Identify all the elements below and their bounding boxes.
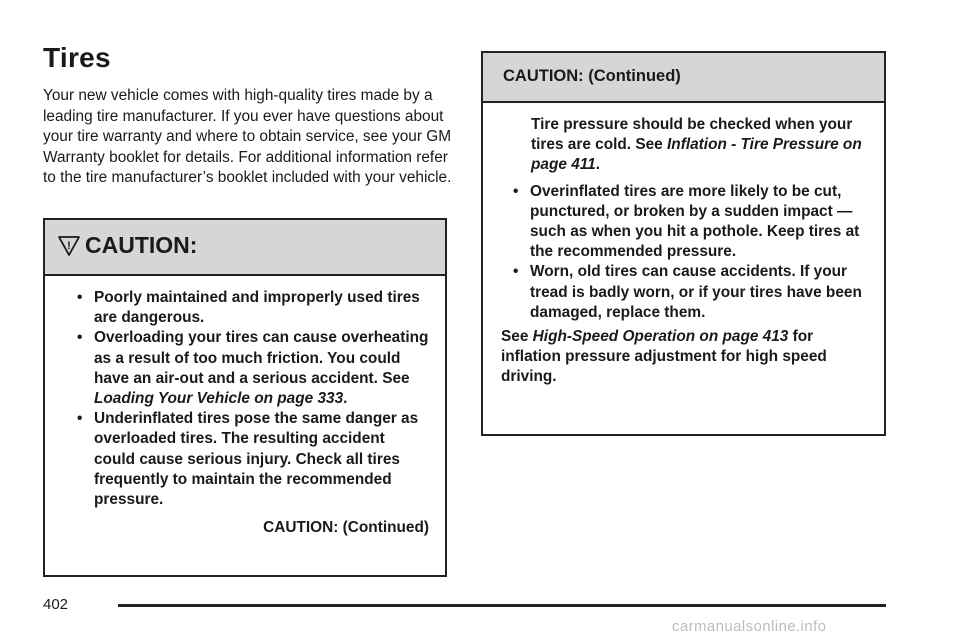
list-item: • Underinflated tires pose the same danger as overloaded tires. The resulting accident could cause serious injury. Check all tires frequently to maintain the recommended pressure. xyxy=(77,410,419,509)
bullet-text: Worn, old tires can cause accidents. If your tread is badly worn, or if your tires have been damaged, replace them. xyxy=(530,263,862,321)
see-paragraph xyxy=(501,327,868,388)
caution-box-right xyxy=(481,51,886,436)
bullet-text: Overloading your tires can cause overheating as a result of too much friction. You could have an air-out and a serious accident. See xyxy=(94,329,429,387)
svg-text:!: ! xyxy=(67,239,71,252)
list-item: • Overinflated tires are more likely to be cut, punctured, or broken by a sudden impact — such as when you hit a pothole. Keep tires at the recommended pressure. xyxy=(513,182,860,261)
continuation-end: . xyxy=(595,156,601,174)
caution-box-left xyxy=(43,218,447,577)
cross-reference-link[interactable]: High-Speed Operation on page 413 xyxy=(532,328,789,346)
bullet-text: Overinflated tires are more likely to be cut, punctured, or broken by a sudden impact — such as when you hit a pothole. Keep tires at the recommended pressure. xyxy=(530,182,860,261)
cross-reference-link[interactable]: Inflation - Tire Pressure on page 411 xyxy=(531,136,862,174)
see-text: for inflation pressure adjustment for high speed driving. xyxy=(501,328,827,386)
caution-continued-header xyxy=(483,53,884,103)
cross-reference-link[interactable]: Loading Your Vehicle on page 333 xyxy=(94,390,344,408)
intro-paragraph: Your new vehicle comes with high-quality tires made by a leading tire manufacturer. If you ever have questions about your tire warranty and where to obtain service, see your GM Warranty booklet for details. For additional information refer to the tire manufacturer’s booklet included with your vehicle. xyxy=(43,87,452,187)
warning-triangle-icon xyxy=(57,234,81,258)
bullet-text-end: . xyxy=(343,390,348,408)
continuation-paragraph xyxy=(501,115,868,176)
page-number: 402 xyxy=(43,596,69,613)
page-title: Tires xyxy=(43,42,111,73)
continuation-text: Tire pressure should be checked when your tires are cold. See xyxy=(531,116,853,154)
caution-continued-heading: CAUTION: (Continued) xyxy=(503,67,681,85)
list-item: • Overloading your tires can cause overheating as a result of too much friction. You could have an air-out and a serious accident. See Loading Your Vehicle on page 333. xyxy=(77,329,429,408)
continued-label: CAUTION: (Continued) xyxy=(263,519,429,537)
footer-rule xyxy=(118,604,886,607)
bullet-text: Poorly maintained and improperly used tires are dangerous. xyxy=(94,289,420,327)
bullet-text: Underinflated tires pose the same danger as overloaded tires. The resulting accident could cause serious injury. Check all tires frequently to maintain the recommended pressure. xyxy=(94,410,419,509)
list-item: • Worn, old tires can cause accidents. If your tread is badly worn, or if your tires have been damaged, replace them. xyxy=(513,263,862,321)
caution-header xyxy=(45,220,445,276)
see-prefix: See xyxy=(501,328,533,346)
list-item: • Poorly maintained and improperly used tires are dangerous. xyxy=(77,289,420,327)
watermark: carmanualsonline.info xyxy=(672,618,827,635)
caution-heading: CAUTION: xyxy=(85,232,198,258)
